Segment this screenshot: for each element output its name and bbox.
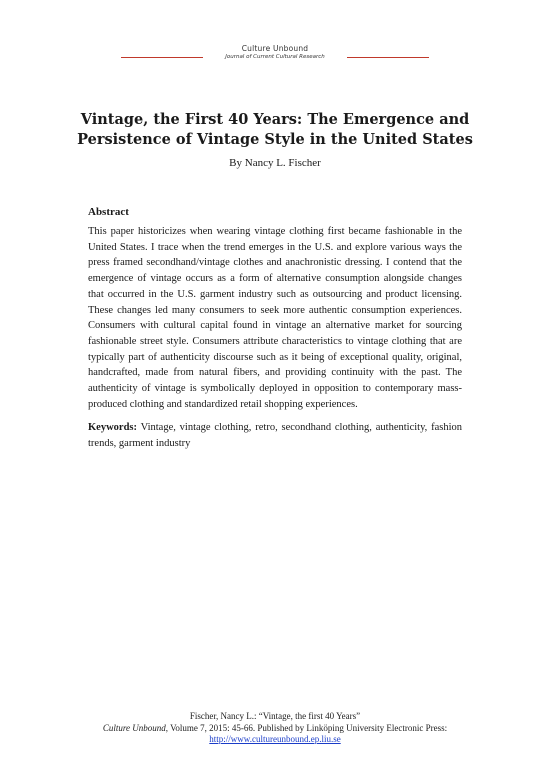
- keywords-label: Keywords:: [88, 422, 137, 433]
- header-rule-left: [121, 57, 203, 58]
- footer-journal-link[interactable]: http://www.cultureunbound.ep.liu.se: [209, 734, 341, 744]
- page-footer: [0, 711, 550, 746]
- article-title: Vintage, the First 40 Years: The Emergence and Persistence of Vintage Style in the United States: [77, 111, 473, 148]
- footer-volume-info: , Volume 7, 2015: 45-66. Published by Linköping University Electronic Press:: [165, 722, 448, 733]
- article-author: By Nancy L. Fischer: [229, 157, 321, 169]
- abstract-text: This paper historicizes when wearing vintage clothing first became fashionable in the United States. I trace when the trend emerges in the U.S. and explore various ways the press framed secondhand/vintage clothes and anachronistic dressing. I contend that the emergence of vintage occurs as a form of alternative consumption alongside changes that occurred in the U.S. garment industry such as outsourcing and product licensing. These changes led many consumers to seek more authentic consumption experiences. Consumers with cultural capital found in vintage an alternative market for sourcing fashionable street style. Consumers attribute characteristics to vintage clothing that are typically part of authenticity discourse such as it being of exceptional quality, original, handcrafted, made from natural fibers, and providing continuity with the past. The authenticity of vintage is symbolically deployed in opposition to contemporary mass-produced clothing and standardized retail shopping experiences.: [88, 226, 462, 410]
- footer-journal-name: Culture Unbound: [102, 722, 166, 733]
- keywords-paragraph: [88, 420, 462, 451]
- keywords-text: Vintage, vintage clothing, retro, secondhand clothing, authenticity, fashion trends, garment industry: [88, 422, 462, 449]
- footer-publication-line: [0, 723, 550, 735]
- header-rule-right: [347, 57, 429, 58]
- footer-citation: Fischer, Nancy L.: “Vintage, the first 40 Years”: [189, 711, 361, 721]
- journal-header: [0, 44, 550, 60]
- journal-subtitle-row: [0, 54, 550, 60]
- journal-name: Culture Unbound: [241, 44, 309, 53]
- journal-subtitle: Journal of Current Cultural Research: [225, 54, 325, 60]
- abstract-heading: Abstract: [88, 206, 129, 218]
